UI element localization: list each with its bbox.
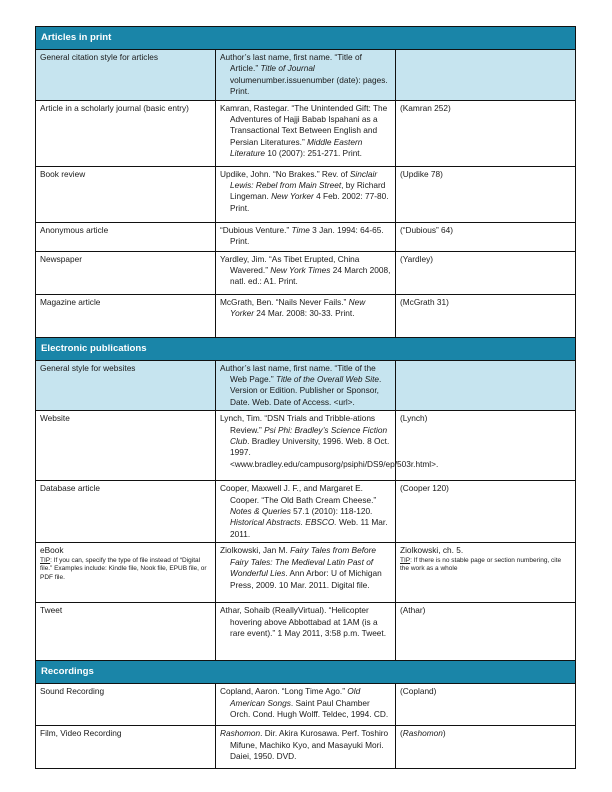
citation-type: Film, Video Recording (36, 726, 216, 769)
citation-format: Copland, Aaron. “Long Time Ago.” Old American Songs. Saint Paul Chamber Orch. Cond. Hugh Wolff. Teldec, 1994. CD. (216, 684, 396, 726)
in-text-example: (Rashomon) (396, 726, 576, 769)
citation-type: Tweet (36, 603, 216, 661)
table-row (36, 603, 576, 661)
table-row (36, 411, 576, 481)
table-row (36, 166, 576, 222)
citation-type: Sound Recording (36, 684, 216, 726)
table-row (36, 543, 576, 603)
citation-format: McGrath, Ben. “Nails Never Fails.” New Yorker 24 Mar. 2008: 30-33. Print. (216, 294, 396, 337)
in-text-example-label: Ziolkowski, ch. 5. (400, 545, 464, 556)
table-row (36, 251, 576, 294)
section-title: Recordings (36, 661, 576, 684)
citation-type: General style for websites (36, 360, 216, 411)
citation-format: Updike, John. “No Brakes.” Rev. of Sinclair Lewis: Rebel from Main Street, by Richard Lingeman. New Yorker 4 Feb. 2002: 77-80. Print. (216, 166, 396, 222)
citation-format: Rashomon. Dir. Akira Kurosawa. Perf. Toshiro Mifune, Machiko Kyo, and Masayuki Mori. Daiei, 1950. DVD. (216, 726, 396, 769)
citation-format: Athar, Sohaib (ReallyVirtual). “Helicopter hovering above Abbottabad at 1AM (is a rare event).” 1 May 2011, 3:58 p.m. Tweet. (216, 603, 396, 661)
citation-type: Website (36, 411, 216, 481)
citation-format: Yardley, Jim. “As Tibet Erupted, China Wavered.” New York Times 24 March 2008, natl. ed.: A1. Print. (216, 251, 396, 294)
table-row (36, 50, 576, 101)
tip-note: TIP: If there is no stable page or section numbering, cite the work as a whole (400, 556, 562, 573)
citation-format: Ziolkowski, Jan M. Fairy Tales from Before Fairy Tales: The Medieval Latin Past of Wonderful Lies. Ann Arbor: U of Michigan Press, 2009. 10 Mar. 2011. Digital file. (216, 543, 396, 603)
section-title: Electronic publications (36, 337, 576, 360)
in-text-example: (Lynch) (396, 411, 576, 481)
table-row (36, 726, 576, 769)
section-header-print (36, 27, 576, 50)
citation-format: Cooper, Maxwell J. F., and Margaret E. Cooper. “The Old Bath Cream Cheese.” Notes & Queries 57.1 (2010): 118-120. Historical Abstracts. EBSCO. Web. 11 Mar. 2011. (216, 481, 396, 543)
table-row (36, 684, 576, 726)
citation-type: Book review (36, 166, 216, 222)
table-row (36, 360, 576, 411)
citation-format: Kamran, Rastegar. “The Unintended Gift: The Adventures of Hajji Babab Ispahani as a Transactional Text Between English and Persian Literatures.” Middle Eastern Literature 10 (2007): 251-271. Print. (216, 100, 396, 166)
in-text-example: (Copland) (396, 684, 576, 726)
in-text-example (396, 543, 576, 603)
table-row (36, 294, 576, 337)
citation-type: Newspaper (36, 251, 216, 294)
citation-type-label: eBook (40, 545, 64, 556)
section-title: Articles in print (36, 27, 576, 50)
citation-type: Magazine article (36, 294, 216, 337)
citation-table (35, 26, 576, 769)
section-header-electronic (36, 337, 576, 360)
table-row (36, 481, 576, 543)
table-row (36, 100, 576, 166)
citation-format: Author’s last name, first name. “Title of Article.” Title of Journal volumenumber.issuenumber (date): pages. Print. (216, 50, 396, 101)
section-header-recordings (36, 661, 576, 684)
in-text-example (396, 50, 576, 101)
citation-type: Database article (36, 481, 216, 543)
citation-type: General citation style for articles (36, 50, 216, 101)
in-text-example: (Cooper 120) (396, 481, 576, 543)
table-row (36, 222, 576, 251)
citation-type: Article in a scholarly journal (basic entry) (36, 100, 216, 166)
citation-type: Anonymous article (36, 222, 216, 251)
in-text-example: (“Dubious” 64) (396, 222, 576, 251)
tip-note: TIP: If you can, specify the type of file instead of “Digital file.” Examples include: Kindle file, Nook file, EPUB file, or PDF file. (40, 556, 207, 581)
citation-format: Lynch, Tim. “DSN Trials and Tribble-ations Review.” Psi Phi: Bradley’s Science Fiction Club. Bradley University, 1996. Web. 8 Oct. 1997. <www.bradley.edu/campusorg/psiphi/DS9/ep/503r.html>. (216, 411, 396, 481)
citation-format: “Dubious Venture.” Time 3 Jan. 1994: 64-65. Print. (216, 222, 396, 251)
in-text-example: (Kamran 252) (396, 100, 576, 166)
citation-type (36, 543, 216, 603)
citation-format: Author’s last name, first name. “Title of the Web Page.” Title of the Overall Web Site. Version or Edition. Publisher or Sponsor, Date. Web. Date of Access. <url>. (216, 360, 396, 411)
in-text-example (396, 360, 576, 411)
citation-guide (35, 26, 576, 769)
in-text-example: (Athar) (396, 603, 576, 661)
in-text-example: (Yardley) (396, 251, 576, 294)
in-text-example: (Updike 78) (396, 166, 576, 222)
in-text-example: (McGrath 31) (396, 294, 576, 337)
